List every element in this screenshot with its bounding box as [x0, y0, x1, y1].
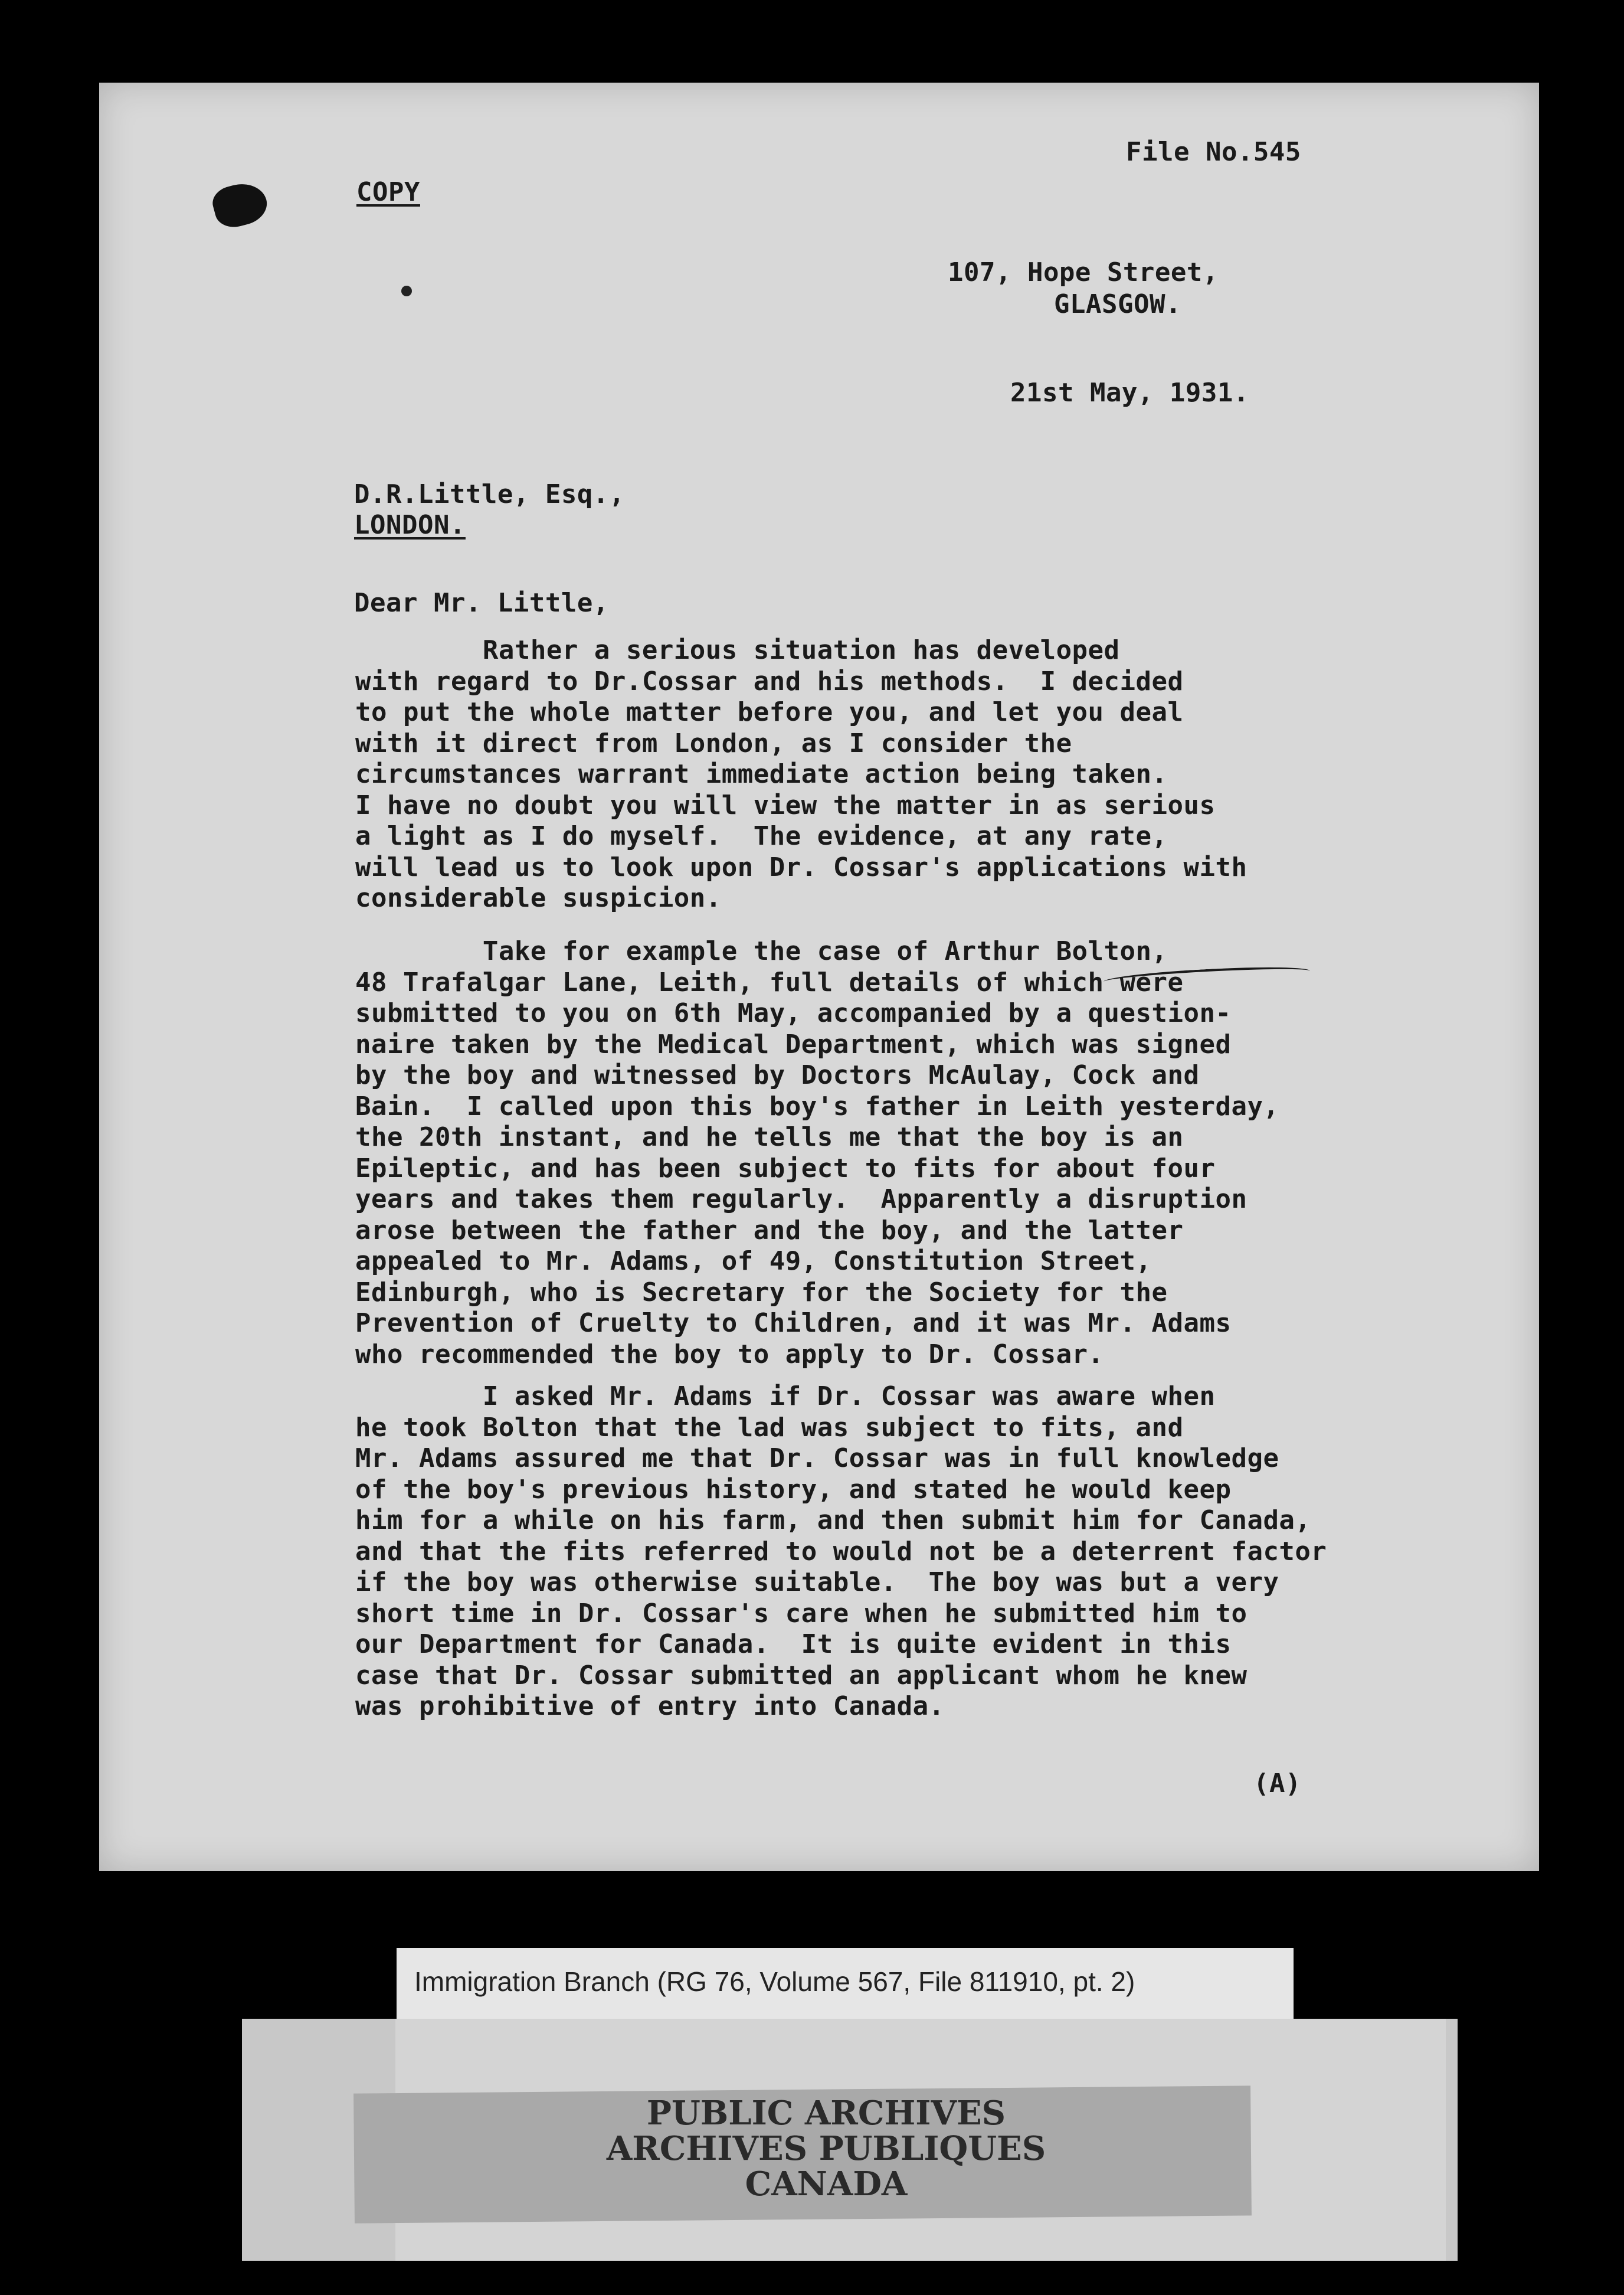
archive-reference-label — [397, 1948, 1294, 2019]
paragraph-line: Mr. Adams assured me that Dr. Cossar was in full knowledge — [355, 1443, 1279, 1473]
stamp-line-2: ARCHIVES PUBLIQUES — [606, 2129, 1046, 2168]
paragraph-line: short time in Dr. Cossar's care when he submitted him to — [355, 1598, 1248, 1629]
paragraph-line: I asked Mr. Adams if Dr. Cossar was aware when — [355, 1381, 1216, 1411]
archive-reference-text: Immigration Branch (RG 76, Volume 567, File 811910, pt. 2) — [414, 1966, 1135, 1997]
salutation: Dear Mr. Little, — [354, 588, 609, 618]
paragraph-line: he took Bolton that the lad was subject to fits, and — [355, 1412, 1184, 1443]
paragraph-line: Epileptic, and has been subject to fits for about four — [355, 1153, 1216, 1184]
paragraph-line: a light as I do myself. The evidence, at any rate, — [355, 821, 1168, 851]
address-line-2: GLASGOW. — [1054, 289, 1181, 319]
paragraph-1 — [355, 635, 1512, 914]
copy-label: COPY — [356, 177, 420, 207]
paragraph-line: arose between the father and the boy, and the latter — [355, 1215, 1184, 1245]
paragraph-line: with regard to Dr.Cossar and his methods. I decided — [355, 666, 1184, 697]
paragraph-line: will lead us to look upon Dr. Cossar's applications with — [355, 852, 1248, 882]
paragraph-line: to put the whole matter before you, and let you deal — [355, 697, 1184, 727]
address-line-1: 107, Hope Street, — [948, 257, 1219, 287]
paragraph-line: Edinburgh, who is Secretary for the Society for the — [355, 1277, 1168, 1307]
paragraph-line: Prevention of Cruelty to Children, and it was Mr. Adams — [355, 1308, 1232, 1338]
paragraph-line: submitted to you on 6th May, accompanied by a question- — [355, 998, 1232, 1028]
recipient-name: D.R.Little, Esq., — [354, 479, 625, 509]
page-marker: (A) — [1253, 1768, 1301, 1799]
recipient-city: LONDON. — [354, 510, 466, 540]
paragraph-line: him for a while on his farm, and then submit him for Canada, — [355, 1505, 1311, 1535]
paragraph-line: years and takes them regularly. Apparently a disruption — [355, 1184, 1248, 1214]
paragraph-line: the 20th instant, and he tells me that the boy is an — [355, 1122, 1184, 1152]
paragraph-line: of the boy's previous history, and stated he would keep — [355, 1474, 1232, 1505]
paragraph-line: circumstances warrant immediate action being taken. — [355, 759, 1168, 789]
paragraph-3 — [355, 1381, 1512, 1722]
ink-dot — [401, 286, 412, 296]
paragraph-2 — [355, 936, 1512, 1370]
paragraph-line: appealed to Mr. Adams, of 49, Constitution Street, — [355, 1246, 1152, 1276]
paragraph-line: and that the fits referred to would not be a deterrent factor — [355, 1536, 1327, 1567]
letter-date: 21st May, 1931. — [1010, 378, 1249, 408]
paragraph-line: by the boy and witnessed by Doctors McAulay, Cock and — [355, 1060, 1200, 1090]
paragraph-line: case that Dr. Cossar submitted an applicant whom he knew — [355, 1660, 1248, 1691]
paragraph-line: our Department for Canada. It is quite evident in this — [355, 1629, 1232, 1659]
paragraph-line: considerable suspicion. — [355, 883, 722, 913]
archive-stamp — [590, 2095, 1062, 2202]
stamp-line-1: PUBLIC ARCHIVES — [646, 2094, 1006, 2133]
paragraph-line: was prohibitive of entry into Canada. — [355, 1691, 945, 1721]
paragraph-line: with it direct from London, as I consider the — [355, 728, 1072, 759]
stamp-line-3: CANADA — [745, 2165, 908, 2204]
paragraph-line: who recommended the boy to apply to Dr. Cossar. — [355, 1339, 1104, 1369]
paragraph-line: Take for example the case of Arthur Bolton, — [355, 936, 1168, 966]
paragraph-line: Bain. I called upon this boy's father in Leith yesterday, — [355, 1091, 1279, 1122]
paragraph-line: if the boy was otherwise suitable. The boy was but a very — [355, 1567, 1279, 1597]
paragraph-line: Rather a serious situation has developed — [355, 635, 1120, 665]
file-number: File No.545 — [1126, 137, 1301, 167]
paragraph-line: I have no doubt you will view the matter in as serious — [355, 790, 1216, 820]
paragraph-line: naire taken by the Medical Department, which was signed — [355, 1029, 1232, 1060]
paragraph-line: 48 Trafalgar Lane, Leith, full details of which were — [355, 967, 1184, 998]
